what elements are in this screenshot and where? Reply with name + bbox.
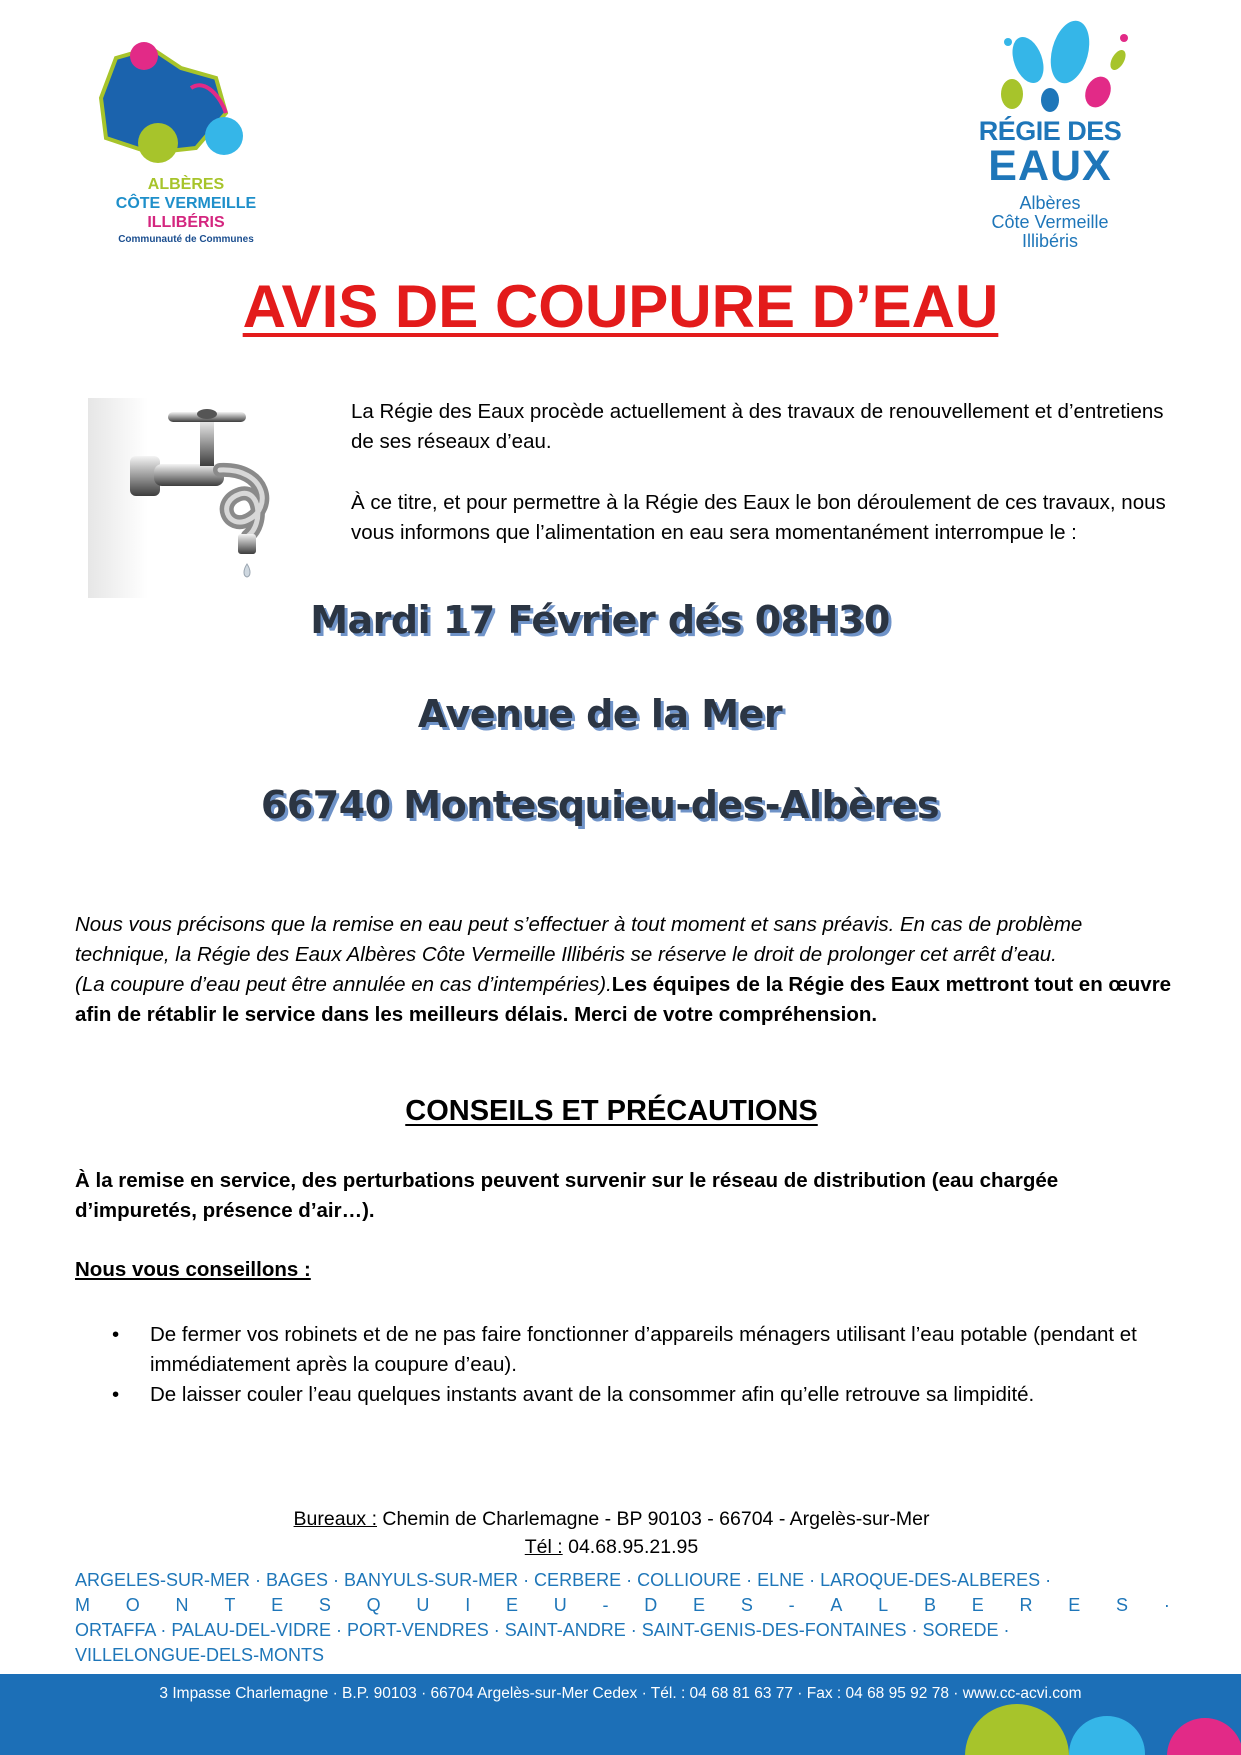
list-item — [108, 1380, 1188, 1410]
outage-city: 66740 Montesquieu-des-Albères — [260, 783, 940, 827]
list-item — [108, 1320, 1188, 1380]
regie-logo-line5: Illibéris — [1021, 231, 1078, 251]
footer-phone-value: 04.68.95.21.95 — [562, 1536, 699, 1558]
footer-office-address — [0, 1508, 1223, 1531]
notice-italic-2: (La coupure d’eau peut être annulée en cas d’intempéries). — [75, 973, 612, 996]
footer-phone-label: Tél : — [524, 1536, 563, 1558]
notice-italic-1: Nous vous précisons que la remise en eau peut s’effectuer à tout moment et sans préavis. En cas de problème technique, la Régie des Eaux Albères Côte Vermeille Illibéris se réserve le droit de prolonger cet arrêt d’eau. — [75, 913, 1083, 966]
towns-line-2-letter: M — [75, 1595, 90, 1615]
acvi-logo-line1: ALBÈRES — [147, 176, 225, 193]
outage-street: Avenue de la Mer — [417, 692, 783, 736]
towns-line-2-letter: E — [505, 1595, 518, 1615]
towns-line-2-letter: E — [271, 1595, 284, 1615]
footer-band — [0, 1674, 1241, 1755]
list-item-text: De laisser couler l’eau quelques instants avant de la consommer afin qu’elle retrouve sa limpidité. — [150, 1383, 1035, 1406]
towns-line-2-letter: U — [553, 1595, 567, 1615]
towns-line-4: VILLELONGUE-DELS-MONTS — [75, 1645, 325, 1665]
towns-line-2-letter: E — [971, 1595, 984, 1615]
intro-paragraph-1: La Régie des Eaux procède actuellement à des travaux de renouvellement et d’entretiens de ses réseaux d’eau. — [351, 400, 1164, 453]
towns-line-2-letter: S — [1116, 1595, 1129, 1615]
advice-heading — [0, 1095, 1223, 1128]
towns-line-2-letter: - — [602, 1595, 609, 1615]
list-item-text: De fermer vos robinets et de ne pas faire fonctionner d’appareils ménagers utilisant l’eau potable (pendant et immédiatement après la coupure d’eau). — [150, 1323, 1137, 1376]
water-splash-icon — [950, 12, 1150, 117]
towns-line-2-letter: I — [465, 1595, 471, 1615]
towns-line-2-letter: E — [693, 1595, 706, 1615]
regie-logo-sub — [950, 194, 1150, 251]
towns-line-2-letter: T — [224, 1595, 236, 1615]
acvi-logo-line2: CÔTE VERMEILLE — [115, 195, 257, 212]
acvi-logo-line4: Communauté de Communes — [118, 234, 254, 245]
member-towns — [75, 1568, 1170, 1668]
footer-office-label: Bureaux : — [293, 1508, 378, 1530]
towns-line-2-letter: N — [175, 1595, 189, 1615]
towns-line-2-letter: Q — [366, 1595, 381, 1615]
towns-line-2-letter: D — [644, 1595, 658, 1615]
regie-logo-line3: Albères — [1019, 193, 1081, 213]
towns-line-1: ARGELES-SUR-MER · BAGES · BANYULS-SUR-MER · CERBERE · COLLIOURE · ELNE · LAROQUE-DES-ALBERES · — [75, 1570, 1052, 1590]
footer-band-text: 3 Impasse Charlemagne · B.P. 90103 · 66704 Argelès-sur-Mer Cedex · Tél. : 04 68 81 63 77 · Fax : 04 68 95 92 78 · www.cc-acvi.com — [159, 1685, 1082, 1702]
towns-line-2-letter: A — [830, 1595, 843, 1615]
towns-line-2-letter: B — [923, 1595, 936, 1615]
regie-logo-line1: RÉGIE DES — [978, 116, 1122, 146]
regie-logo-line4: Côte Vermeille — [991, 212, 1109, 232]
advice-list — [108, 1320, 1188, 1410]
acvi-logo — [96, 38, 276, 253]
advice-lead: Nous vous conseillons : — [75, 1258, 311, 1281]
towns-line-2-letter: · — [1163, 1595, 1170, 1615]
page-title-text: AVIS DE COUPURE D’EAU — [242, 273, 999, 340]
regie-logo — [950, 12, 1150, 267]
bullet-icon: • — [112, 1383, 120, 1406]
towns-line-2-letter: O — [125, 1595, 140, 1615]
footer-office-value: Chemin de Charlemagne - BP 90103 - 66704 - Argelès-sur-Mer — [377, 1508, 930, 1530]
towns-line-2-letter: S — [740, 1595, 753, 1615]
towns-line-2-letter: U — [416, 1595, 430, 1615]
page-title — [0, 272, 1241, 341]
notice-bold: Les équipes de la Régie des Eaux mettront tout en œuvre afin de rétablir le service dans les meilleurs délais. Merci de votre compréhension. — [75, 973, 1172, 1026]
towns-line-2-letter: R — [1019, 1595, 1033, 1615]
advice-heading-text: CONSEILS ET PRÉCAUTIONS — [405, 1095, 818, 1127]
notice-paragraph — [75, 910, 1175, 1030]
advice-warning: À la remise en service, des perturbations peuvent survenir sur le réseau de distribution (eau chargée d’impuretés, présence d’air…). — [75, 1169, 1059, 1222]
acvi-logo-line3: ILLIBÉRIS — [147, 214, 225, 231]
decorative-circles — [0, 1674, 1241, 1755]
acvi-logo-mark — [96, 38, 276, 178]
towns-line-2-letter: E — [1068, 1595, 1081, 1615]
footer-phone — [0, 1536, 1223, 1559]
towns-line-2 — [75, 1593, 1170, 1618]
bullet-icon: • — [112, 1323, 120, 1346]
towns-line-2-letter: S — [318, 1595, 331, 1615]
towns-line-2-letter: - — [788, 1595, 795, 1615]
knotted-tap-icon — [88, 398, 298, 598]
outage-date: Mardi 17 Février dés 08H30 — [310, 598, 890, 642]
regie-logo-line2: EAUX — [988, 142, 1112, 190]
towns-line-2-letter: L — [878, 1595, 889, 1615]
towns-line-3: ORTAFFA · PALAU-DEL-VIDRE · PORT-VENDRES · SAINT-ANDRE · SAINT-GENIS-DES-FONTAINES · SOREDE · — [75, 1620, 1010, 1640]
intro-paragraph-2: À ce titre, et pour permettre à la Régie des Eaux le bon déroulement de ces travaux, nous vous informons que l’alimentation en eau sera momentanément interrompue le : — [351, 491, 1166, 544]
